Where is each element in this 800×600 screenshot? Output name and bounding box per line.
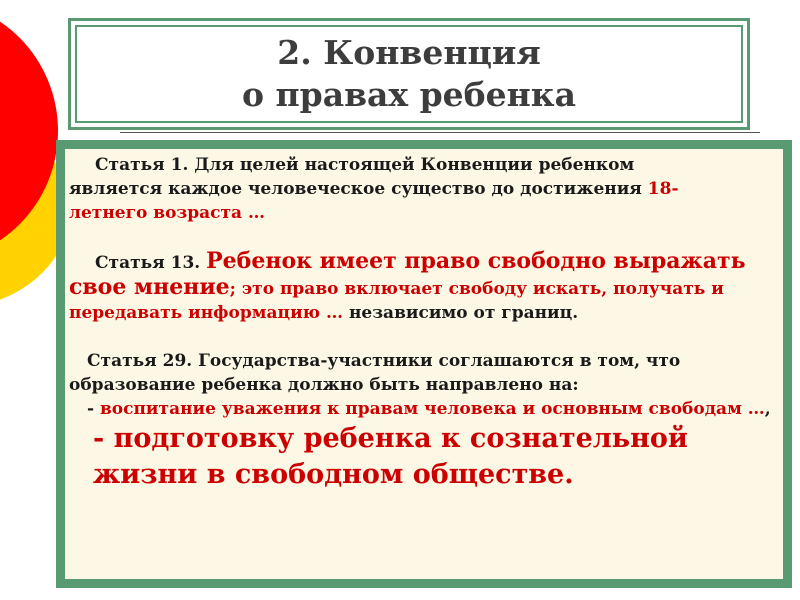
article-29-item-1: воспитание уважения к правам человека и основным свободам … <box>99 399 765 419</box>
article-29-item-1-tail: , <box>764 399 771 419</box>
article-13-highlight: Ребенок имеет право свободно выражать свое мнение <box>69 248 746 300</box>
article-1-lead: Статья 1. Для целей настоящей Конвенции ребенком <box>95 155 635 175</box>
article-1-age: 18- <box>647 179 679 199</box>
article-1-continuation: является каждое человеческое существо до достижения <box>69 179 648 199</box>
title-inner-frame <box>75 25 743 123</box>
slide-title-line-1: 2. Конвенция <box>277 33 541 72</box>
article-13-rights: ; это право включает свободу искать, получать и передавать информацию … <box>69 279 724 323</box>
article-29 <box>69 349 779 421</box>
title-underline-divider <box>120 132 760 133</box>
article-13-label: Статья 13. <box>95 253 207 273</box>
spacer <box>69 325 779 349</box>
article-13 <box>69 249 779 325</box>
article-13-tail: независимо от границ. <box>348 303 579 323</box>
content-frame <box>56 140 792 588</box>
content-panel <box>65 149 783 579</box>
article-29-item-2: - подготовку ребенка к сознательной жизни в свободном обществе. <box>93 423 688 490</box>
article-29-lead: Статья 29. Государства-участники соглашаются в том, что образование ребенка должно быть направлено на: <box>69 351 681 395</box>
article-1 <box>69 153 779 225</box>
article-1-tail: летнего возраста … <box>69 203 265 223</box>
title-frame <box>68 18 750 130</box>
spacer <box>69 225 779 249</box>
article-29-dash: - <box>87 399 100 419</box>
slide-title-line-2: о правах ребенка <box>241 75 577 114</box>
